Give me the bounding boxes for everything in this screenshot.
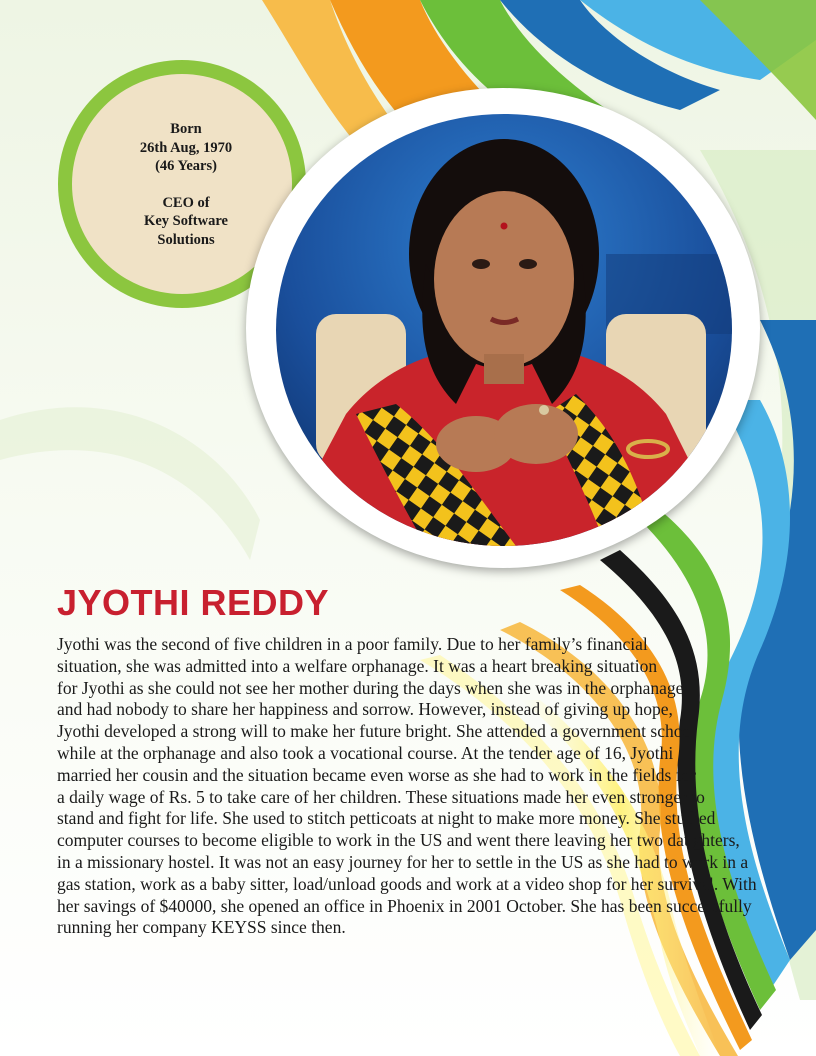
info-badge-text	[106, 120, 266, 249]
role-line-2: Key Software	[144, 213, 228, 229]
bio-line: her savings of $40000, she opened an office in Phoenix in 2001 October. She has been successfully	[57, 895, 752, 916]
bio-line: and had nobody to share her happiness and sorrow. However, instead of giving up hope,	[57, 699, 673, 720]
age: (46 Years)	[155, 158, 217, 174]
bio-line: for Jyothi as she could not see her mother during the days when she was in the orphanage	[57, 677, 684, 698]
bio-line: Jyothi was the second of five children in a poor family. Due to her family’s financial	[57, 634, 648, 654]
role-line-1: CEO of	[162, 194, 210, 211]
bio-line: gas station, work as a baby sitter, load/unload goods and work at a video shop for her survival. With	[57, 873, 757, 894]
bio-line: stand and fight for life. She used to stitch petticoats at night to make more money. She studied	[57, 808, 716, 829]
birth-date: 26th Aug, 1970	[139, 139, 233, 156]
bio-line: in a missionary hostel. It was not an easy journey for her to settle in the US as she had to work in a	[57, 851, 749, 872]
bio-line: situation, she was admitted into a welfare orphanage. It was a heart breaking situation	[57, 655, 658, 676]
profile-name: JYOTHI REDDY	[57, 582, 330, 623]
bio-line: a daily wage of Rs. 5 to take care of her children. These situations made her even stronger to	[57, 786, 705, 807]
portrait-photo-icon	[276, 114, 732, 546]
bio-line: computer courses to become eligible to work in the US and went there leaving her two daughters,	[57, 830, 740, 851]
bio-line: while at the orphanage and also took a vocational course. At the tender age of 16, Jyothi	[57, 742, 674, 763]
portrait-photo	[276, 114, 732, 546]
born-label: Born	[170, 121, 202, 137]
bio-line: married her cousin and the situation became even worse as she had to work in the fields for	[57, 764, 697, 785]
biography	[57, 634, 769, 939]
bio-line: Jyothi developed a strong will to make her future bright. She attended a government school	[57, 721, 697, 742]
role-line-3: Solutions	[157, 231, 215, 248]
bio-line: running her company KEYSS since then.	[57, 917, 346, 938]
